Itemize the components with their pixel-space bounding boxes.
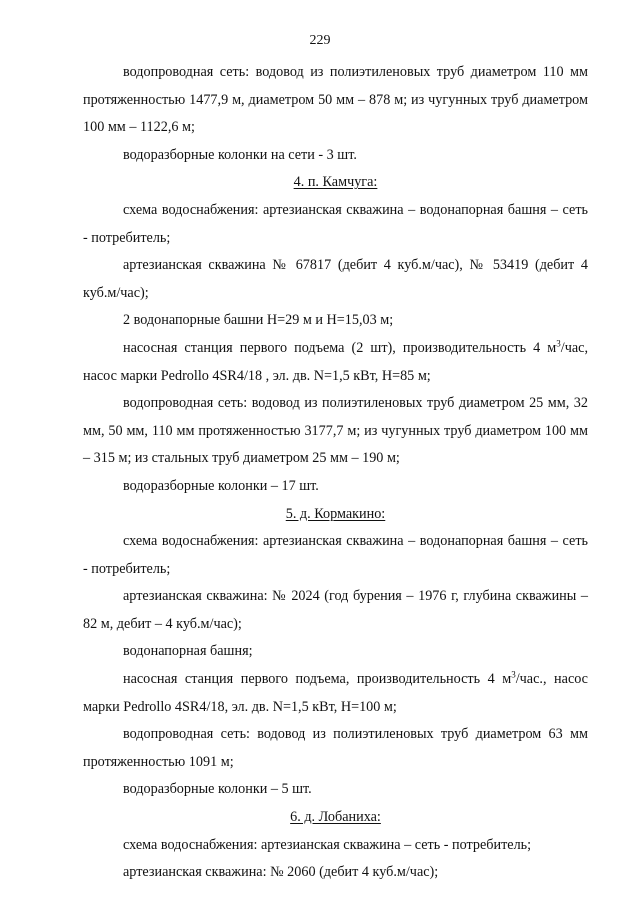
document-body (83, 59, 588, 887)
superscript-cubic: 3 (511, 669, 516, 680)
paragraph-pump-station-kormakino (83, 666, 588, 721)
paragraph-standpipes-kamchuga: водоразборные колонки – 17 шт. (123, 477, 319, 494)
paragraph-well-kamchuga: артезианская скважина № 67817 (дебит 4 куб.м/час), № 53419 (дебит 4 куб.м/час); (83, 257, 588, 301)
paragraph-tower-kormakino: водонапорная башня; (123, 643, 253, 660)
heading-kamchuga: 4. п. Камчуга: (293, 174, 378, 191)
paragraph-well-lobanikha: артезианская скважина: № 2060 (дебит 4 куб.м/час); (123, 864, 439, 881)
paragraph-scheme-kamchuga: схема водоснабжения: артезианская скважина – водонапорная башня – сеть - потребитель; (83, 201, 588, 246)
heading-kormakino: 5. д. Кормакино: (285, 505, 386, 522)
superscript-cubic: 3 (556, 338, 561, 349)
paragraph-standpipes-kormakino: водоразборные колонки – 5 шт. (123, 781, 312, 798)
paragraph-scheme-kormakino: схема водоснабжения: артезианская скважина – водонапорная башня – сеть - потребитель; (83, 533, 588, 577)
page-number: 229 (309, 33, 331, 48)
pump-text-part-2: /час, насос марки Pedrollo 4SR4/18 , эл. дв. N=1,5 кВт, H=85 м; (83, 339, 588, 384)
paragraph-standpipes-1: водоразборные колонки на сети - 3 шт. (123, 146, 357, 163)
pump-text-part-1: насосная станция первого подъема (2 шт), производительность 4 м (123, 339, 557, 356)
paragraph-well-kormakino: артезианская скважина: № 2024 (год бурения – 1976 г, глубина скважины – 82 м, дебит – 4 куб.м/час); (83, 588, 588, 632)
paragraph-pump-station-kamchuga (83, 335, 588, 390)
paragraph-water-network-1: водопроводная сеть: водовод из полиэтиленовых труб диаметром 110 мм протяженностью 1477,9 м, диаметром 50 мм – 878 м; из чугунных труб диаметром 100 мм – 1122,6 м; (83, 64, 588, 136)
heading-lobanikha: 6. д. Лобаниха: (290, 809, 381, 826)
paragraph-scheme-lobanikha: схема водоснабжения: артезианская скважина – сеть - потребитель; (123, 836, 532, 853)
paragraph-water-network-kormakino: водопроводная сеть: водовод из полиэтиленовых труб диаметром 63 мм протяженностью 1091 м; (83, 726, 588, 770)
paragraph-water-network-kamchuga: водопроводная сеть: водовод из полиэтиленовых труб диаметром 25 мм, 32 мм, 50 мм, 110 мм протяженностью 3177,7 м; из чугунных труб диаметром 100 мм – 315 м; из стальных труб диаметром 25 мм – 190 м; (83, 395, 588, 467)
pump-text-part-2: /час., насос марки Pedrollo 4SR4/18, эл. дв. N=1,5 кВт, H=100 м; (83, 671, 588, 715)
paragraph-towers-kamchuga: 2 водонапорные башни H=29 м и H=15,03 м; (123, 312, 394, 329)
pump-text-part-1: насосная станция первого подъема, производительность 4 м (123, 671, 512, 688)
